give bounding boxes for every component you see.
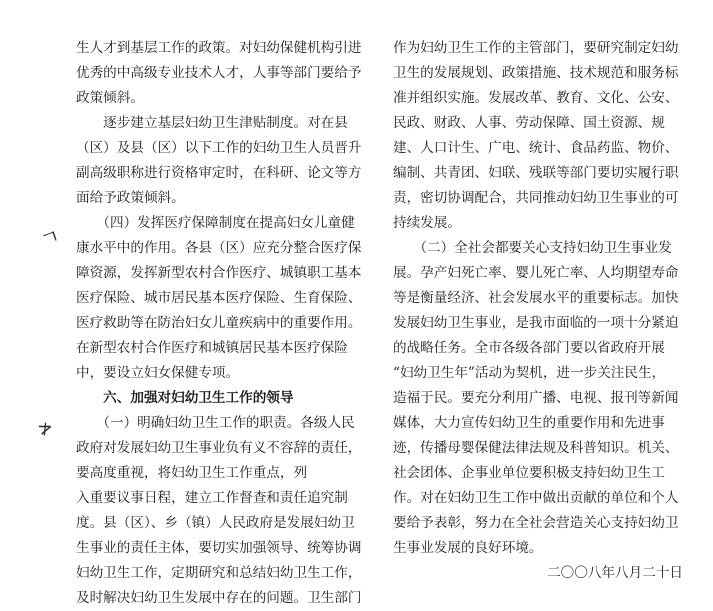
text-line: 医疗保险、城市居民基本医疗保险、生育保险、 [76, 290, 362, 306]
text-line: 媒体，大力宣传妇幼卫生的重要作用和先进事 [393, 415, 665, 431]
text-line: 面给予政策倾斜。 [76, 190, 185, 206]
text-line: 要给予表彰，努力在全社会营造关心支持妇幼卫 [393, 515, 679, 531]
right-text-column [393, 36, 693, 586]
text-line: 障资源，发挥新型农村合作医疗、城镇职工基本 [76, 265, 362, 281]
text-line: 发展妇幼卫生事业，是我市面临的一项十分紧迫 [393, 315, 679, 331]
text-line: 造福于民。要充分利用广播、电视、报刊等新闻 [393, 390, 679, 406]
text-line: 中，要设立妇女保健专项。 [76, 365, 240, 381]
text-line: 优秀的中高级专业技术人才，人事等部门要给予 [76, 65, 362, 81]
text-line: 的战略任务。全市各级各部门要以省政府开展 [393, 340, 665, 356]
text-line: 持续发展。 [393, 215, 461, 231]
text-line: 民政、财政、人事、劳动保障、国土资源、规 [393, 115, 665, 131]
text-line: 社会团体、企事业单位要积极支持妇幼卫生工 [393, 465, 665, 481]
binding-hole-mark: ㄱ [36, 223, 64, 253]
text-line: 建、人口计生、广电、统计、食品药监、物价、 [393, 140, 679, 156]
text-line: 医疗救助等在防治妇女儿童疾病中的重要作用。 [76, 315, 362, 331]
text-line: 责，密切协调配合，共同推动妇幼卫生事业的可 [393, 190, 679, 206]
text-line: 及时解决妇幼卫生发展中存在的问题。卫生部门 [76, 590, 362, 606]
text-line: 准并组织实施。发展改革、教育、文化、公安、 [393, 90, 679, 106]
text-line: 生事业发展的良好环境。 [393, 540, 543, 556]
text-line: 等是衡量经济、社会发展水平的重要标志。加快 [393, 290, 679, 306]
section-heading: 六、加强对妇幼卫生工作的领导 [76, 390, 294, 406]
text-line: 副高级职称进行资格审定时，在科研、论文等方 [76, 165, 362, 181]
text-line: 妇幼卫生工作，定期研究和总结妇幼卫生工作， [76, 565, 362, 581]
text-line: 生人才到基层工作的政策。对妇幼保健机构引进 [76, 40, 362, 56]
text-line: “妇幼卫生年”活动为契机，进一步关注民生， [393, 365, 666, 381]
left-text-column [76, 36, 376, 611]
text-line: 入重要议事日程，建立工作督查和责任追究制 [76, 490, 348, 506]
text-line: 在新型农村合作医疗和城镇居民基本医疗保险 [76, 340, 348, 356]
text-line: （四）发挥医疗保障制度在提高妇女儿童健 [76, 215, 355, 231]
text-line: 展。孕产妇死亡率、婴儿死亡率、人均期望寿命 [393, 265, 679, 281]
text-line: 要高度重视，将妇幼卫生工作重点，列 [76, 465, 308, 481]
text-line: 度。县（区）、乡（镇）人民政府是发展妇幼卫 [76, 515, 355, 531]
text-line: 康水平中的作用。各县（区）应充分整合医疗保 [76, 240, 362, 256]
text-line: 卫生的发展规划、政策措施、技术规范和服务标 [393, 65, 679, 81]
binding-hole-mark: ≯ [34, 416, 57, 441]
text-line: 生事业的责任主体，要切实加强领导、统筹协调 [76, 540, 362, 556]
text-line: 政府对发展妇幼卫生事业负有义不容辞的责任， [76, 440, 362, 456]
text-line: 逐步建立基层妇幼卫生津贴制度。对在县 [76, 115, 348, 131]
text-line: （一）明确妇幼卫生工作的职责。各级人民 [76, 415, 355, 431]
document-date: 二〇〇八年八月二十日 [547, 565, 683, 581]
text-line: 作为妇幼卫生工作的主管部门，要研究制定妇幼 [393, 40, 679, 56]
text-line: 编制、共青团、妇联、残联等部门要切实履行职 [393, 165, 679, 181]
text-line: 迹，传播母婴保健法律法规及科普知识。机关、 [393, 440, 679, 456]
text-line: 政策倾斜。 [76, 90, 144, 106]
text-line: （二）全社会都要关心支持妇幼卫生事业发 [393, 240, 672, 256]
text-line: （区）及县（区）以下工作的妇幼卫生人员晋升 [76, 140, 362, 156]
text-line: 作。对在妇幼卫生工作中做出贡献的单位和个人 [393, 490, 679, 506]
